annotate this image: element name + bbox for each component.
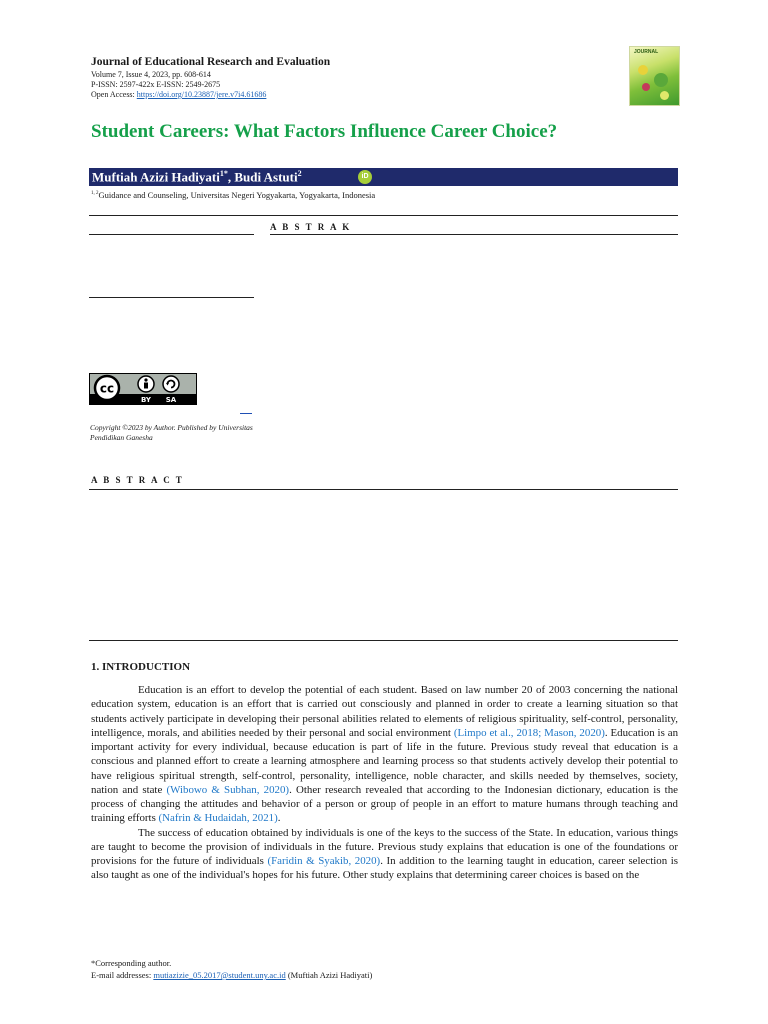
sa-label: SA <box>165 396 177 404</box>
cc-license-badge[interactable] <box>89 373 197 405</box>
journal-title: Journal of Educational Research and Evaluation <box>91 56 331 68</box>
paragraph <box>91 683 678 826</box>
author-1-name: Muftiah Azizi Hadiyati <box>92 169 220 185</box>
affiliation-superscript: 1, 2 <box>91 191 99 197</box>
introduction-body <box>91 683 678 883</box>
email-label: E-mail addresses: <box>91 970 154 980</box>
orcid-icon[interactable]: iD <box>358 170 372 184</box>
paragraph <box>91 826 678 883</box>
paper-title: Student Careers: What Factors Influence Career Choice? <box>91 121 558 142</box>
abstract-divider-bottom <box>89 640 678 641</box>
footnote <box>91 957 372 981</box>
paragraph-text: . In addition to the learning taught in education, career selection is also taught as one of the individual's hopes for his future. Other study explains that determining career choices is based on the <box>91 855 679 882</box>
email-line <box>91 969 372 981</box>
article-info-divider <box>89 297 254 298</box>
paragraph-text: . Other research revealed that according to the Indonesian dictionary, education is the process of changing the attitudes and behavior of a person or group of people in an effort to mature humans through teaching and training efforts <box>91 783 678 825</box>
open-access-label: Open Access: <box>91 90 137 99</box>
email-owner: (Muftiah Azizi Hadiyati) <box>285 970 373 980</box>
header-divider <box>89 215 678 216</box>
author-separator: , <box>227 169 235 185</box>
volume-line: Volume 7, Issue 4, 2023, pp. 608-614 <box>91 70 211 79</box>
paragraph-text: . <box>277 812 281 825</box>
citation-link[interactable]: (Wibowo & Subhan, 2020) <box>166 783 290 796</box>
author-1-superscript: 1* <box>219 169 228 178</box>
cover-label: JOURNAL <box>634 49 659 55</box>
author-2-superscript: 2 <box>297 169 302 178</box>
cover-decoration <box>654 73 668 87</box>
cc-by-sa-icon <box>90 374 196 404</box>
email-link[interactable]: mutiazizie_05.2017@student.uny.ac.id <box>153 970 286 980</box>
issn-line: P-ISSN: 2597-422x E-ISSN: 2549-2675 <box>91 80 221 89</box>
cover-decoration <box>638 65 648 75</box>
paragraph-text: Education is an effort to develop the potential of each student. Based on law number 20 of 2003 concerning the national education system, education is an effort that is carried out consciously and planned in order to create a learning situation so that students actively participate in developing their personal abilities related to elements of religious spirituality, self-control, personality, intelligence, morals, and abilities needed by their personal and social environment <box>91 684 678 739</box>
corresponding-author-note: *Corresponding author. <box>91 958 172 968</box>
journal-cover-image <box>629 46 680 106</box>
paragraph-text: . Education is an important activity for every individual, because education is part of life in the future. Previous study reveal that education is a conscious and planned effort to create a learning atmosphere and learning process so that students actively develop their potential to have religious spiritual strength, self-control, personality, intelligence, noble character, and skills needed by themselves, society, nation and state <box>91 726 679 796</box>
open-access-line <box>91 90 266 100</box>
article-info-divider <box>89 234 254 235</box>
paragraph-text: The success of education obtained by individuals is one of the keys to the success of the State. In education, various things are taught to become the provision of individuals in the future. Previous study explains that education is one of the foundations or provisions for the future of individuals <box>91 826 678 867</box>
citation-link[interactable]: (Nafrin & Hudaidah, 2021) <box>158 812 278 825</box>
citation-link[interactable]: (Faridin & Syakib, 2020) <box>267 855 381 867</box>
affiliation <box>91 190 375 200</box>
doi-link[interactable]: https://doi.org/10.23887/jere.v7i4.61686 <box>136 90 267 99</box>
introduction-heading: 1. INTRODUCTION <box>91 661 191 673</box>
cover-decoration <box>642 83 650 91</box>
copyright-notice: Copyright ©2023 by Author. Published by Universitas Pendidikan Ganesha <box>90 423 253 442</box>
abstract-label: A B S T R A C T <box>91 475 184 485</box>
author-2-name: Budi Astuti <box>234 169 298 185</box>
abstrak-label: A B S T R A K <box>270 222 352 232</box>
cover-decoration <box>660 91 669 100</box>
license-link-underline <box>240 413 252 414</box>
cc-label: cc <box>99 381 115 396</box>
by-label: BY <box>140 396 152 404</box>
abstract-divider-top <box>89 489 678 490</box>
citation-link[interactable]: (Limpo et al., 2018; Mason, 2020) <box>453 726 605 739</box>
author-names <box>92 169 302 185</box>
abstrak-divider <box>270 234 678 235</box>
affiliation-text: Guidance and Counseling, Universitas Negeri Yogyakarta, Yogyakarta, Indonesia <box>98 190 376 200</box>
